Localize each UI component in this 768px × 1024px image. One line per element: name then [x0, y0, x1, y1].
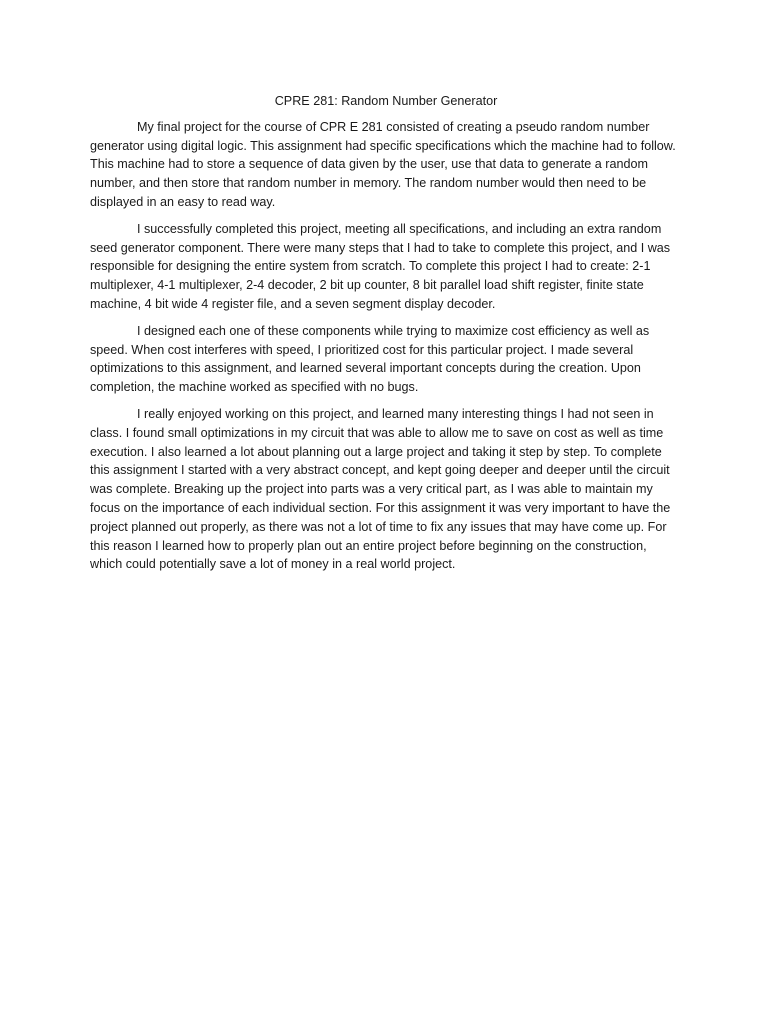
document-title: CPRE 281: Random Number Generator — [274, 94, 498, 108]
paragraph-overview: My final project for the course of CPR E 281 consisted of creating a pseudo random number generator using digital logic. This assignment had specific specifications which the machine had to follow. This machine had to store a sequence of data given by the user, use that data to generate a random number, and then store that random number in memory. The random number would then need to be displayed in an easy to read way. — [90, 119, 676, 209]
paragraph-design: I designed each one of these components while trying to maximize cost efficiency as well as speed. When cost interferes with speed, I prioritized cost for this particular project. I made several optimizations to this assignment, and learned several important concepts during the creation. Upon completion, the machine worked as specified with no bugs. — [90, 323, 650, 395]
paragraph-components: I successfully completed this project, meeting all specifications, and including an extra random seed generator component. There were many steps that I had to take to complete this project, and I was responsible for designing the entire system from scratch. To complete this project I had to create: 2-1 multiplexer, 4-1 multiplexer, 2-4 decoder, 2 bit up counter, 8 bit parallel load shift register, finite state machine, 4 bit wide 4 register file, and a seven segment display decoder. — [90, 221, 671, 311]
document-body — [90, 92, 682, 582]
paragraph-reflection: I really enjoyed working on this project, and learned many interesting things I had not seen in class. I found small optimizations in my circuit that was able to allow me to save on cost as well as time execution. I also learned a lot about planning out a large project and taking it step by step. To complete this assignment I started with a very abstract concept, and kept going deeper and deeper until the circuit was complete. Breaking up the project into parts was a very critical part, as I was able to maintain my focus on the importance of each individual section. For this assignment it was very important to have the project planned out properly, as there was not a lot of time to fix any issues that may have come up. For this reason I learned how to properly plan out an entire project before beginning on the construction, which could potentially save a lot of money in a real world project. — [90, 406, 671, 572]
